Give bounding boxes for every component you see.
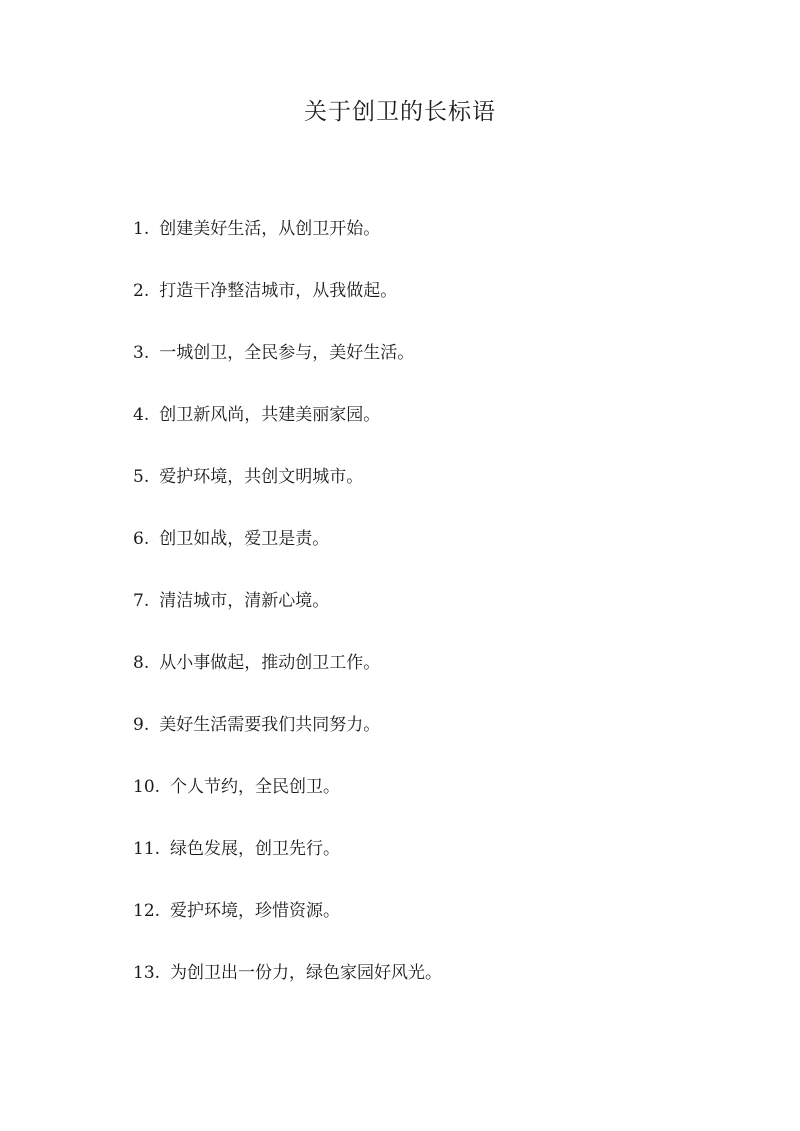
list-item xyxy=(133,276,733,338)
list-item xyxy=(133,400,733,462)
list-item xyxy=(133,710,733,772)
item-text: 一城创卫，全民参与，美好生活。 xyxy=(159,343,415,363)
item-text: 为创卫出一份力，绿色家园好风光。 xyxy=(170,963,443,983)
item-text: 打造干净整洁城市，从我做起。 xyxy=(159,281,398,301)
item-number: 9. xyxy=(133,715,150,735)
item-number: 3. xyxy=(133,343,150,363)
item-number: 11. xyxy=(133,839,161,859)
item-number: 8. xyxy=(133,653,150,673)
item-text: 创卫新风尚，共建美丽家园。 xyxy=(159,405,381,425)
item-number: 6. xyxy=(133,529,150,549)
list-item xyxy=(133,896,733,958)
item-text: 爱护环境，珍惜资源。 xyxy=(170,901,341,921)
item-text: 爱护环境，共创文明城市。 xyxy=(159,467,364,487)
item-text: 美好生活需要我们共同努力。 xyxy=(159,715,381,735)
item-number: 7. xyxy=(133,591,150,611)
list-item xyxy=(133,648,733,710)
item-text: 个人节约，全民创卫。 xyxy=(170,777,341,797)
list-item xyxy=(133,338,733,400)
list-item xyxy=(133,834,733,896)
item-text: 绿色发展，创卫先行。 xyxy=(170,839,341,859)
item-number: 1. xyxy=(133,219,150,239)
item-number: 12. xyxy=(133,901,161,921)
item-number: 13. xyxy=(133,963,161,983)
list-item xyxy=(133,524,733,586)
item-number: 10. xyxy=(133,777,161,797)
item-text: 从小事做起，推动创卫工作。 xyxy=(159,653,381,673)
slogan-list xyxy=(133,214,733,1020)
list-item xyxy=(133,958,733,1020)
list-item xyxy=(133,586,733,648)
list-item xyxy=(133,462,733,524)
list-item xyxy=(133,214,733,276)
page-title: 关于创卫的长标语 xyxy=(304,99,496,125)
item-text: 创卫如战，爱卫是责。 xyxy=(159,529,330,549)
item-number: 2. xyxy=(133,281,150,301)
item-text: 创建美好生活，从创卫开始。 xyxy=(159,219,381,239)
item-number: 5. xyxy=(133,467,150,487)
item-number: 4. xyxy=(133,405,150,425)
list-item xyxy=(133,772,733,834)
item-text: 清洁城市，清新心境。 xyxy=(159,591,330,611)
